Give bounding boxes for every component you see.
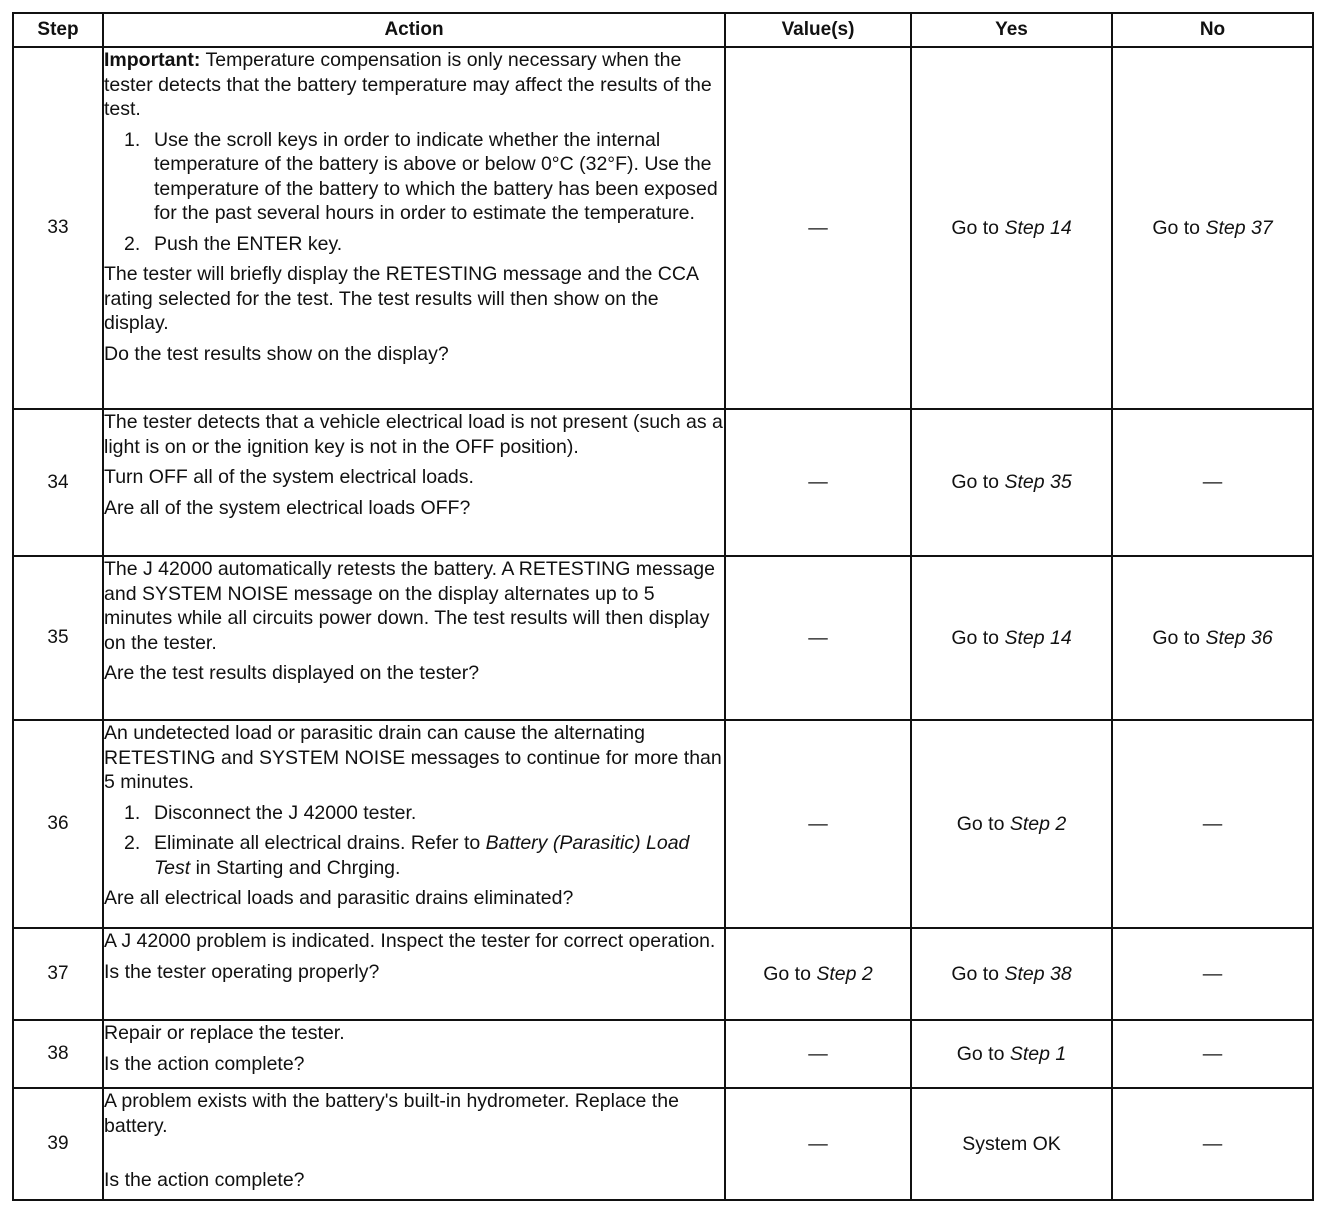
- table-row: [13, 409, 1313, 556]
- no-cell: —: [1112, 1020, 1313, 1088]
- table-row: [13, 1020, 1313, 1088]
- important-text: Temperature compensation is only necessary when the tester detects that the battery temperature may affect the results of the test.: [104, 49, 712, 120]
- yes-cell: [911, 1020, 1112, 1088]
- action-cell: [103, 409, 725, 556]
- important-label: Important:: [104, 49, 201, 71]
- step-link[interactable]: Step 1: [1009, 1042, 1067, 1065]
- step-link[interactable]: Step 38: [1004, 962, 1072, 985]
- action-text: A J 42000 problem is indicated. Inspect the tester for correct operation.: [104, 930, 716, 952]
- value-cell: [725, 928, 911, 1020]
- action-cell: [103, 720, 725, 928]
- action-cell: [103, 1020, 725, 1088]
- value-cell: —: [725, 1088, 911, 1200]
- header-values: Value(s): [725, 13, 911, 47]
- step-number: 36: [13, 720, 103, 928]
- diagnostic-table: [12, 12, 1314, 1201]
- list-item: 2. Eliminate all electrical drains. Refer to Battery (Parasitic) Load Test in Starting and Chrging.: [124, 832, 690, 879]
- go-to-text: Go to: [1152, 626, 1201, 649]
- step-number: 39: [13, 1088, 103, 1200]
- yes-cell: [911, 928, 1112, 1020]
- step-number: 35: [13, 556, 103, 720]
- action-question: Is the action complete?: [104, 1052, 305, 1075]
- action-text: The J 42000 automatically retests the battery. A RETESTING message and SYSTEM NOISE message on the display alternates up to 5 minutes while all circuits power down. The test results will then display on the tester.: [104, 558, 715, 654]
- action-question: Are all of the system electrical loads OFF?: [104, 496, 471, 519]
- step-number: 34: [13, 409, 103, 556]
- step-link[interactable]: Step 14: [1004, 626, 1072, 649]
- no-cell: —: [1112, 409, 1313, 556]
- action-cell: [103, 928, 725, 1020]
- table-row: [13, 720, 1313, 928]
- yes-cell: [911, 47, 1112, 409]
- reference-link[interactable]: Battery (Parasitic) Load Test: [154, 832, 690, 879]
- step-link[interactable]: Step 14: [1004, 216, 1072, 239]
- go-to-text: Go to: [956, 812, 1005, 835]
- header-action: Action: [103, 13, 725, 47]
- list-item: 2. Push the ENTER key.: [124, 232, 343, 255]
- step-link[interactable]: Step 35: [1004, 471, 1072, 493]
- go-to-text: Go to: [951, 962, 1000, 985]
- action-list: [104, 801, 724, 881]
- table-row: [13, 1088, 1313, 1200]
- value-cell: —: [725, 409, 911, 556]
- header-no: No: [1112, 13, 1313, 47]
- list-item: 1. Use the scroll keys in order to indicate whether the internal temperature of the battery is above or below 0°C (32°F). Use the temperature of the battery to which the battery has been exposed for the past several hours in order to estimate the temperature.: [124, 128, 718, 224]
- value-cell: —: [725, 47, 911, 409]
- action-text: An undetected load or parasitic drain can cause the alternating RETESTING and SYSTEM NOISE messages to continue for more than 5 minutes.: [104, 722, 722, 793]
- go-to-text: Go to: [1152, 216, 1201, 239]
- go-to-text: Go to: [951, 216, 1000, 239]
- action-text: The tester detects that a vehicle electrical load is not present (such as a light is on or the ignition key is not in the OFF position).: [104, 411, 723, 458]
- action-text: A problem exists with the battery's built-in hydrometer. Replace the battery.: [104, 1090, 679, 1137]
- table-row: [13, 928, 1313, 1020]
- list-item: 1. Disconnect the J 42000 tester.: [124, 801, 417, 824]
- step-link[interactable]: Step 37: [1205, 216, 1273, 239]
- action-question: Are the test results displayed on the tester?: [104, 662, 480, 684]
- no-cell: —: [1112, 1088, 1313, 1200]
- yes-cell: [911, 556, 1112, 720]
- action-question: Are all electrical loads and parasitic drains eliminated?: [104, 887, 574, 909]
- step-link[interactable]: Step 2: [816, 962, 873, 985]
- go-to-text: Go to: [956, 1042, 1005, 1065]
- step-link[interactable]: Step 36: [1205, 626, 1273, 649]
- action-text: Turn OFF all of the system electrical loads.: [104, 466, 474, 488]
- go-to-text: Go to: [763, 962, 811, 985]
- yes-cell: [911, 409, 1112, 556]
- action-question: Do the test results show on the display?: [104, 342, 449, 365]
- action-cell: [103, 556, 725, 720]
- yes-cell: [911, 720, 1112, 928]
- action-text: Repair or replace the tester.: [104, 1022, 345, 1044]
- action-question: Is the tester operating properly?: [104, 960, 380, 983]
- action-cell: [103, 1088, 725, 1200]
- no-cell: [1112, 556, 1313, 720]
- step-number: 37: [13, 928, 103, 1020]
- go-to-text: Go to: [951, 471, 1000, 493]
- no-cell: —: [1112, 928, 1313, 1020]
- table-row: [13, 556, 1313, 720]
- step-number: 33: [13, 47, 103, 409]
- step-number: 38: [13, 1020, 103, 1088]
- step-link[interactable]: Step 2: [1009, 812, 1067, 835]
- action-list: [104, 128, 724, 257]
- value-cell: —: [725, 720, 911, 928]
- value-cell: —: [725, 556, 911, 720]
- header-step: Step: [13, 13, 103, 47]
- action-text: The tester will briefly display the RETESTING message and the CCA rating selected for the test. The test results will then show on the display.: [104, 263, 698, 334]
- table-row: [13, 47, 1313, 409]
- important-note: [104, 48, 724, 122]
- no-cell: —: [1112, 720, 1313, 928]
- no-cell: [1112, 47, 1313, 409]
- value-cell: —: [725, 1020, 911, 1088]
- action-question: Is the action complete?: [104, 1169, 305, 1191]
- header-row: [13, 13, 1313, 47]
- header-yes: Yes: [911, 13, 1112, 47]
- go-to-text: Go to: [951, 626, 1000, 649]
- action-cell: [103, 47, 725, 409]
- yes-cell: System OK: [911, 1088, 1112, 1200]
